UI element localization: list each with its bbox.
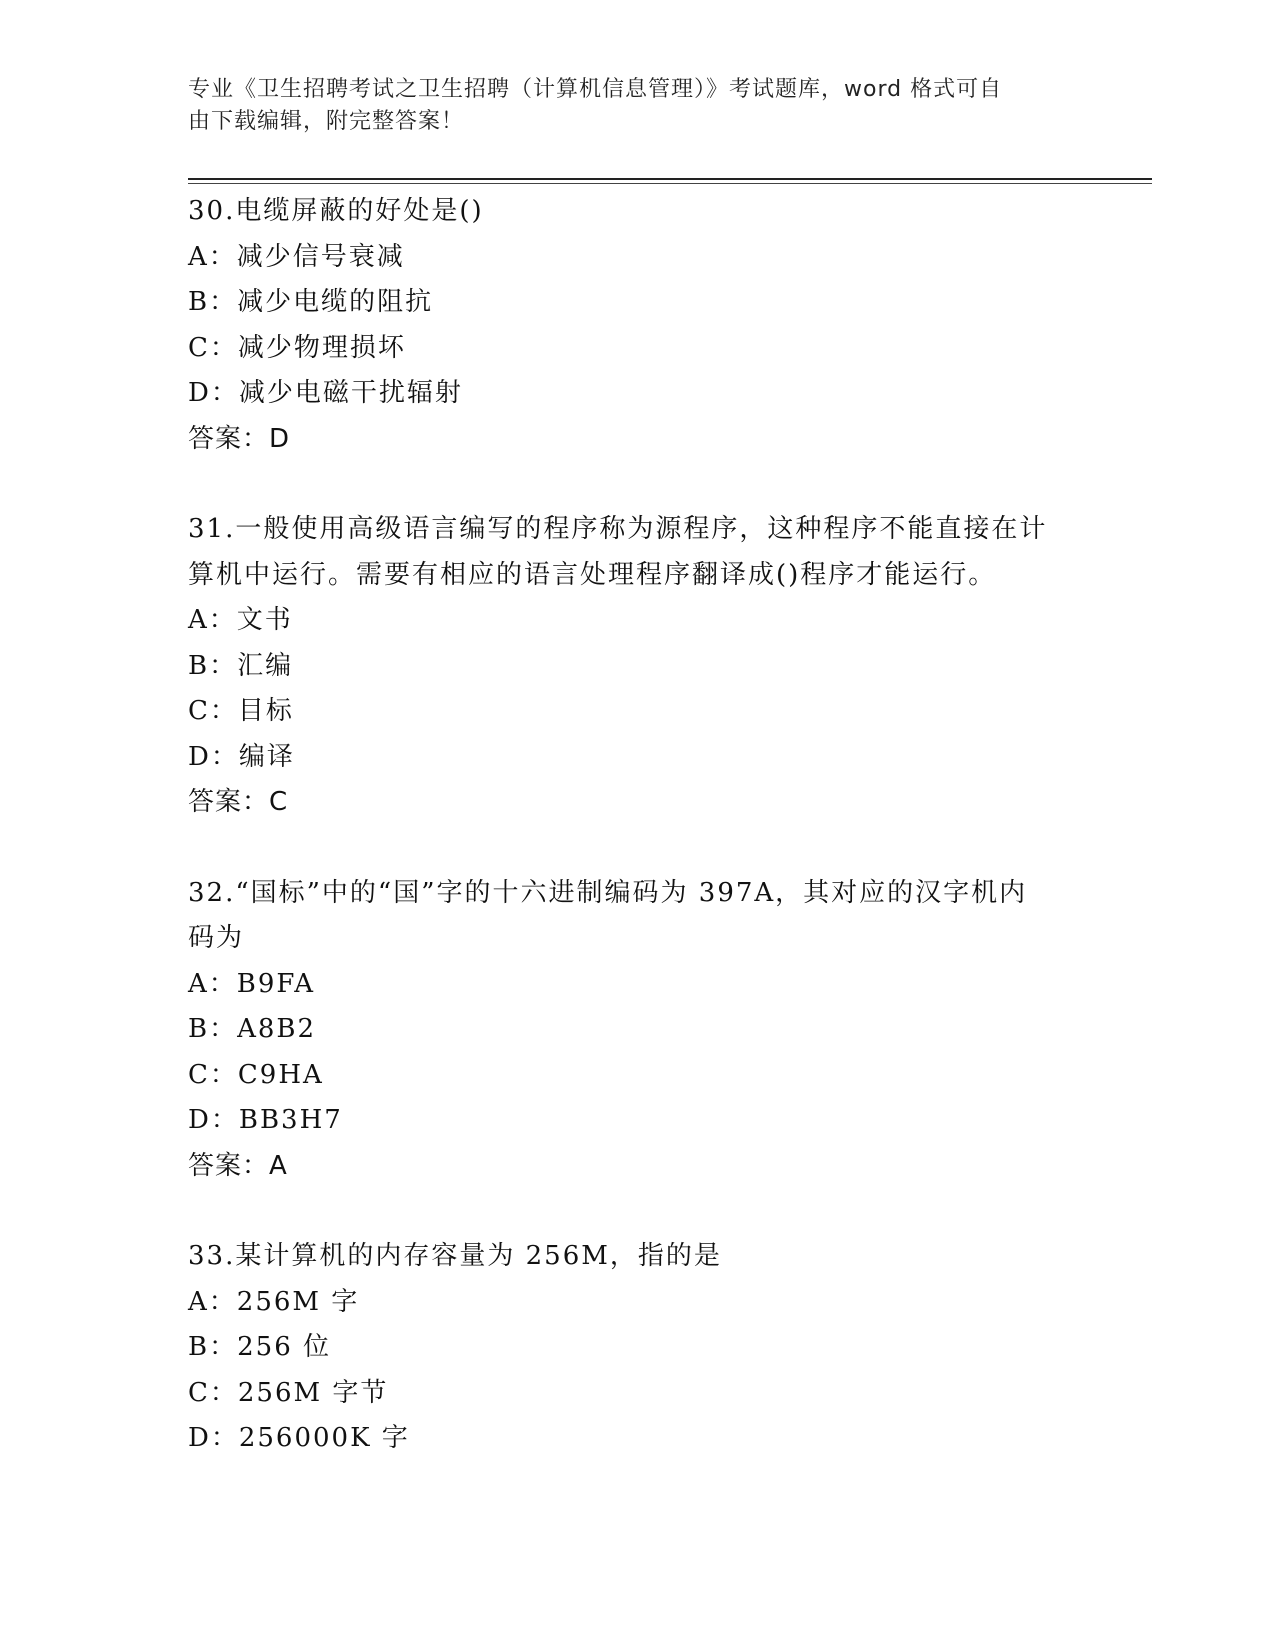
question-33 xyxy=(188,1234,1088,1462)
question-30 xyxy=(188,189,1088,462)
header-line-2: 由下载编辑，附完整答案！ xyxy=(188,109,465,134)
option-b: B：256 位 xyxy=(188,1332,331,1362)
question-32 xyxy=(188,871,1088,1190)
header-divider xyxy=(188,178,1152,180)
question-stem-line-2: 算机中运行。需要有相应的语言处理程序翻译成()程序才能运行。 xyxy=(188,559,997,590)
answer-label: 答案：C xyxy=(188,787,289,817)
option-c: C：C9HA xyxy=(188,1059,324,1090)
option-b: B：汇编 xyxy=(188,650,294,681)
option-d: D：256000K 字 xyxy=(188,1423,410,1453)
document-header xyxy=(188,74,1088,138)
question-31 xyxy=(188,507,1088,826)
option-d: D：BB3H7 xyxy=(188,1105,343,1135)
question-stem: 33.某计算机的内存容量为 256M，指的是 xyxy=(188,1241,722,1271)
question-stem: 30.电缆屏蔽的好处是() xyxy=(188,196,484,226)
question-stem-line-2: 码为 xyxy=(188,923,245,953)
option-d: D：编译 xyxy=(188,741,295,772)
header-line-1: 专业《卫生招聘考试之卫生招聘（计算机信息管理）》考试题库，word 格式可自 xyxy=(188,77,1003,102)
option-a: A：减少信号衰减 xyxy=(188,241,405,272)
question-stem-line-1: 31.一般使用高级语言编写的程序称为源程序，这种程序不能直接在计 xyxy=(188,514,1048,544)
option-a: A：B9FA xyxy=(188,968,315,999)
option-c: C：减少物理损坏 xyxy=(188,332,406,363)
option-c: C：目标 xyxy=(188,696,294,726)
answer-label: 答案：D xyxy=(188,423,291,454)
option-a: A：文书 xyxy=(188,605,293,635)
answer-label: 答案：A xyxy=(188,1150,288,1181)
question-list xyxy=(188,189,1088,1507)
option-b: B：A8B2 xyxy=(188,1014,317,1044)
header-divider-thin xyxy=(188,183,1152,184)
option-c: C：256M 字节 xyxy=(188,1377,389,1408)
question-stem-line-1: 32.“国标”中的“国”字的十六进制编码为 397A，其对应的汉字机内 xyxy=(188,877,1028,908)
option-b: B：减少电缆的阻抗 xyxy=(188,287,434,317)
option-a: A：256M 字 xyxy=(188,1286,360,1317)
option-d: D：减少电磁干扰辐射 xyxy=(188,378,463,408)
